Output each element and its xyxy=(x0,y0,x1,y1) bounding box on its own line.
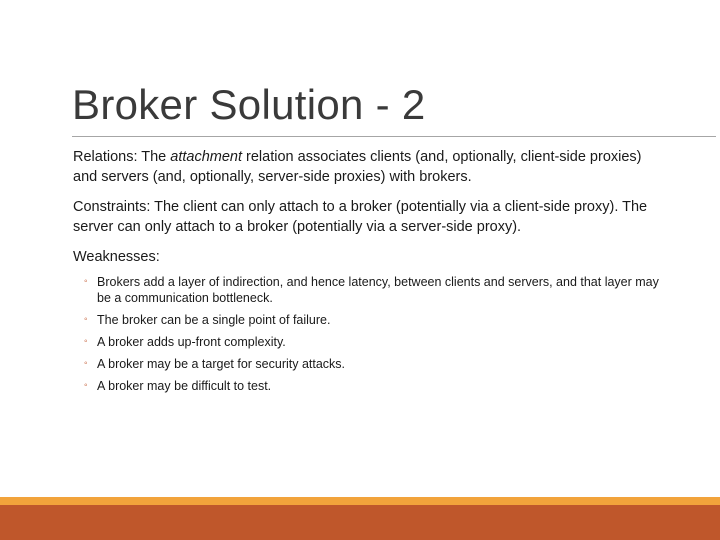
list-item xyxy=(86,378,663,394)
relations-label: Relations: The xyxy=(73,149,171,165)
footer-accent-stripe xyxy=(0,497,720,505)
slide-body xyxy=(73,148,663,400)
bullet-icon: ◦ xyxy=(84,379,88,391)
bullet-icon: ◦ xyxy=(84,313,88,325)
weakness-text: A broker may be difficult to test. xyxy=(97,378,272,393)
bullet-icon: ◦ xyxy=(84,357,88,369)
relations-text: relation associates clients (and, optionally, client-side proxies) and servers (and, optionally, server-side proxies) with brokers. xyxy=(73,149,642,185)
weakness-text: A broker adds up-front complexity. xyxy=(97,334,286,349)
weakness-text: Brokers add a layer of indirection, and hence latency, between clients and servers, and that layer may be a communication bottleneck. xyxy=(97,274,659,305)
slide-title: Broker Solution - 2 xyxy=(72,81,426,128)
weakness-text: The broker can be a single point of failure. xyxy=(97,312,331,327)
footer-band xyxy=(0,505,720,540)
relations-paragraph xyxy=(73,148,663,187)
bullet-icon: ◦ xyxy=(84,275,88,287)
relations-emphasis: attachment xyxy=(170,149,243,165)
weaknesses-list xyxy=(73,274,663,394)
weaknesses-heading: Weaknesses: xyxy=(73,249,160,265)
list-item xyxy=(86,274,663,306)
list-item xyxy=(86,334,663,350)
list-item xyxy=(86,356,663,372)
list-item xyxy=(86,312,663,328)
title-divider xyxy=(72,136,716,137)
bullet-icon: ◦ xyxy=(84,335,88,347)
constraints-paragraph: Constraints: The client can only attach to a broker (potentially via a client-side proxy). The server can only attach to a broker (potentially via a server-side proxy). xyxy=(73,199,648,235)
weakness-text: A broker may be a target for security attacks. xyxy=(97,356,346,371)
